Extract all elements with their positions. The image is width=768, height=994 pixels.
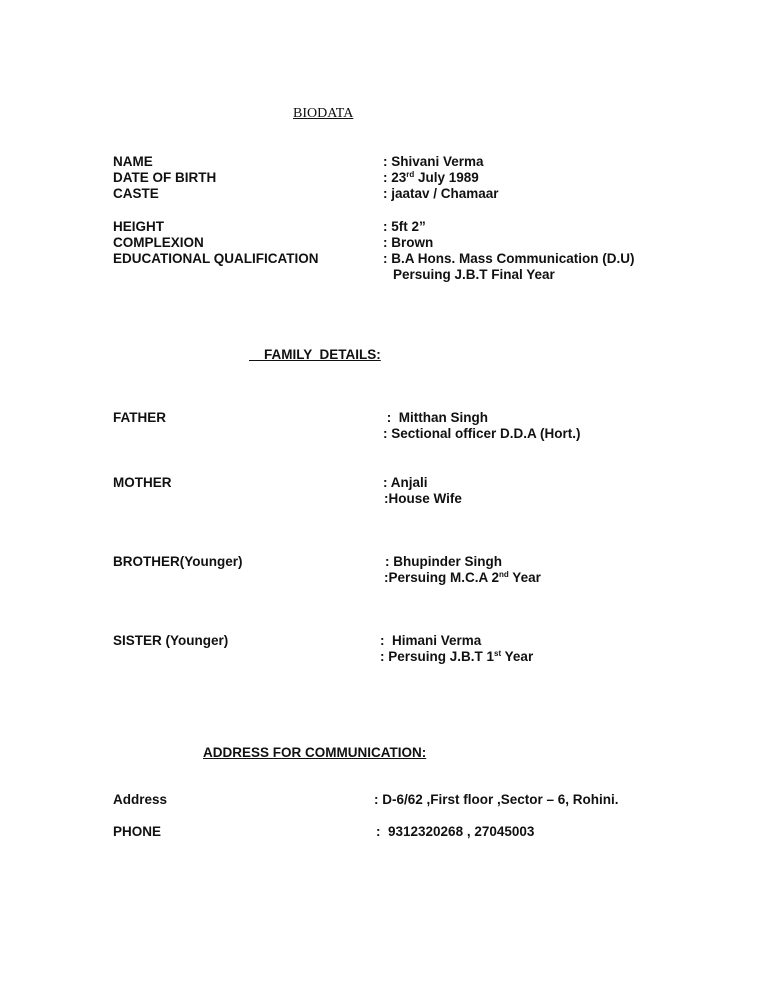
mother-occupation-value: :House Wife	[384, 491, 462, 506]
brother-name-value: : Bhupinder Singh	[385, 554, 502, 569]
sister-occupation-value: : Persuing J.B.T 1st Year	[380, 649, 534, 664]
address-value: : D-6/62 ,First floor ,Sector – 6, Rohini.	[374, 792, 619, 807]
phone-label: PHONE	[113, 824, 162, 839]
education-value-line-1: : B.A Hons. Mass Communication (D.U)	[383, 251, 635, 266]
father-name-value: : Mitthan Singh	[383, 410, 488, 425]
address-heading: ADDRESS FOR COMMUNICATION:	[203, 745, 427, 760]
mother-label: MOTHER	[113, 475, 172, 490]
height-label: HEIGHT	[113, 219, 165, 234]
education-label: EDUCATIONAL QUALIFICATION	[113, 251, 319, 266]
caste-value: : jaatav / Chamaar	[383, 186, 499, 201]
father-label: FATHER	[113, 410, 166, 425]
family-details-heading: FAMILY DETAILS:	[264, 347, 381, 362]
page-title: BIODATA	[293, 106, 354, 121]
name-label: NAME	[113, 154, 153, 169]
brother-occupation-value: :Persuing M.C.A 2nd Year	[384, 570, 541, 585]
phone-value: : 9312320268 , 27045003	[376, 824, 535, 839]
sister-name-value: : Himani Verma	[380, 633, 482, 648]
height-value: : 5ft 2”	[383, 219, 426, 234]
father-occupation-value: : Sectional officer D.D.A (Hort.)	[383, 426, 581, 441]
brother-label: BROTHER(Younger)	[113, 554, 243, 569]
dob-label: DATE OF BIRTH	[113, 170, 217, 185]
complexion-label: COMPLEXION	[113, 235, 204, 250]
mother-name-value: : Anjali	[383, 475, 428, 490]
name-value: : Shivani Verma	[383, 154, 484, 169]
address-label: Address	[113, 792, 168, 807]
caste-label: CASTE	[113, 186, 159, 201]
sister-label: SISTER (Younger)	[113, 633, 229, 648]
complexion-value: : Brown	[383, 235, 434, 250]
dob-value: : 23rd July 1989	[383, 170, 479, 185]
education-value-line-2: Persuing J.B.T Final Year	[393, 267, 555, 282]
